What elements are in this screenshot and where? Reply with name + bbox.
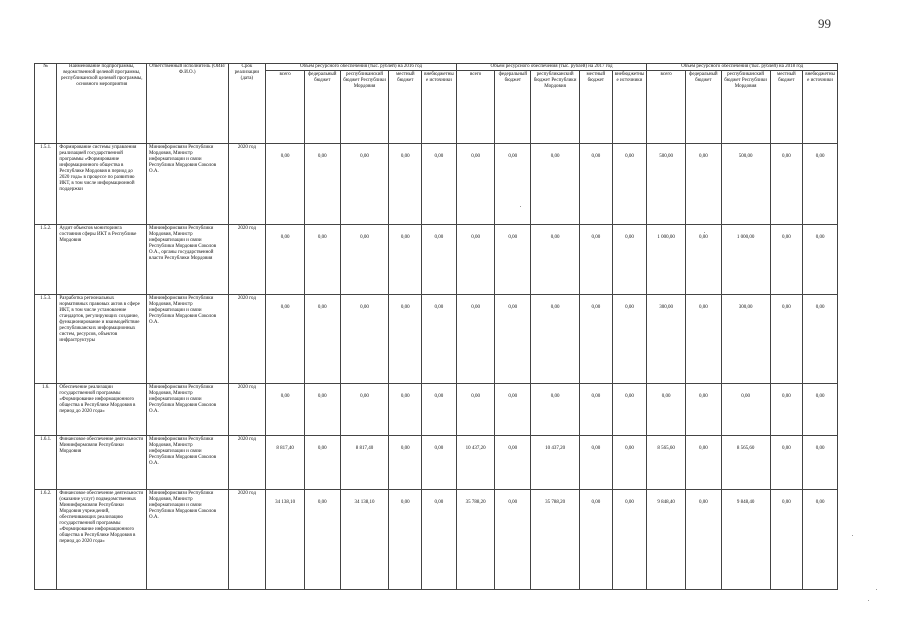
value-cell: 0,00 <box>456 384 495 436</box>
value-cell: 0,00 <box>580 144 613 225</box>
value-cell: 0,00 <box>612 436 647 490</box>
value-cell: 0,00 <box>495 490 531 590</box>
value-cell: 0,00 <box>304 144 340 225</box>
value-cell: 0,00 <box>803 144 838 225</box>
header-republican: республиканский бюджет Республики Мордовия <box>340 71 389 144</box>
header-local: местный бюджет <box>389 71 422 144</box>
row-name: Финансовое обеспечение деятельности (оказание услуг) подведомственных Мининформсвязи Республики Мордовия учреждений, обеспечивающих реализацию государственной программы «Формирование информационного общества в Республике Мордовия в период до 2020 года» <box>57 490 147 590</box>
table-row <box>35 225 838 295</box>
value-cell: 0,00 <box>340 295 389 384</box>
value-cell: 0,00 <box>456 144 495 225</box>
value-cell: 35 788,20 <box>531 490 580 590</box>
row-name: Финансовое обеспечение деятельности Мининформсвязи Республики Мордовия <box>57 436 147 490</box>
row-responsible: Мининформсвязи Республики Мордовия, Министр информатизации и связи Республики Мордовия Соколов О.А. <box>147 295 229 384</box>
value-cell: 0,00 <box>770 490 803 590</box>
value-cell: 0,00 <box>686 436 722 490</box>
scan-speck <box>868 600 869 601</box>
value-cell: 0,00 <box>770 436 803 490</box>
value-cell: 0,00 <box>266 225 305 295</box>
value-cell: 0,00 <box>770 295 803 384</box>
value-cell: 0,00 <box>456 295 495 384</box>
value-cell: 0,00 <box>580 490 613 590</box>
value-cell: 0,00 <box>686 225 722 295</box>
row-responsible: Мининформсвязи Республики Мордовия, Министр информатизации и связи Республики Мордовия Соколов О.А. <box>147 436 229 490</box>
value-cell: 34 138,10 <box>340 490 389 590</box>
value-cell: 0,00 <box>612 295 647 384</box>
value-cell: 0,00 <box>580 225 613 295</box>
value-cell: 0,00 <box>266 384 305 436</box>
value-cell: 0,00 <box>531 144 580 225</box>
value-cell: 0,00 <box>422 490 457 590</box>
header-republican: республиканский бюджет Республики Мордовия <box>721 71 770 144</box>
value-cell: 34 138,10 <box>266 490 305 590</box>
value-cell: 0,00 <box>612 144 647 225</box>
value-cell: 300,00 <box>721 295 770 384</box>
value-cell: 0,00 <box>803 490 838 590</box>
row-name: Обеспечение реализации государственной программы «Формирование информационного общества в Республике Мордовия в период до 2020 года» <box>57 384 147 436</box>
header-deadline: Срок реализации (дата) <box>228 64 266 144</box>
row-name: Разработка региональных нормативных правовых актов в сфере ИКТ, в том числе установление стандартов, регулирующих создание, функционирование и взаимодействие республиканских информационных систем, ресурсов, объектов инфраструктуры <box>57 295 147 384</box>
row-responsible: Мининформсвязи Республики Мордовия, Министр информатизации и связи Республики Мордовия Соколов О.А. <box>147 384 229 436</box>
value-cell: 8 817,40 <box>266 436 305 490</box>
value-cell: 0,00 <box>686 144 722 225</box>
value-cell: 0,00 <box>612 384 647 436</box>
table-row <box>35 384 838 436</box>
value-cell: 0,00 <box>340 144 389 225</box>
scan-speck <box>852 535 853 536</box>
value-cell: 0,00 <box>422 436 457 490</box>
scan-speck <box>876 589 877 590</box>
row-code: 1.6.2. <box>35 490 57 590</box>
value-cell: 8 565,60 <box>721 436 770 490</box>
value-cell: 0,00 <box>340 384 389 436</box>
header-republican: республиканский бюджет Республики Мордовия <box>531 71 580 144</box>
value-cell: 0,00 <box>304 436 340 490</box>
value-cell: 0,00 <box>389 384 422 436</box>
row-code: 1.5.1. <box>35 144 57 225</box>
header-group-2017: Объем ресурсного обеспечения (тыс. рублей) на 2017 год <box>456 64 647 71</box>
header-total: всего <box>456 71 495 144</box>
row-responsible: Мининформсвязи Республики Мордовия, Министр информатизации и связи Республики Мордовия Соколов О.А. <box>147 144 229 225</box>
header-responsible: Ответственный исполнитель (ОИВ/Ф.И.О.) <box>147 64 229 144</box>
value-cell: 0,00 <box>531 295 580 384</box>
value-cell: 10 437,20 <box>531 436 580 490</box>
value-cell: 9 848,40 <box>721 490 770 590</box>
page-number: 99 <box>818 16 831 31</box>
row-deadline: 2020 год <box>228 295 266 384</box>
value-cell: 0,00 <box>389 436 422 490</box>
value-cell: 8 565,60 <box>647 436 686 490</box>
row-name: Аудит объектов мониторинга состояния сферы ИКТ в Республике Мордовия <box>57 225 147 295</box>
header-federal: федеральный бюджет <box>304 71 340 144</box>
value-cell: 0,00 <box>495 384 531 436</box>
value-cell: 0,00 <box>304 490 340 590</box>
value-cell: 0,00 <box>495 144 531 225</box>
header-extrabudgetary: внебюджетные источники <box>803 71 838 144</box>
value-cell: 0,00 <box>580 384 613 436</box>
value-cell: 0,00 <box>422 144 457 225</box>
value-cell: 0,00 <box>686 295 722 384</box>
value-cell: 0,00 <box>495 295 531 384</box>
value-cell: 8 817,40 <box>340 436 389 490</box>
value-cell: 0,00 <box>803 384 838 436</box>
header-local: местный бюджет <box>770 71 803 144</box>
value-cell: 0,00 <box>803 225 838 295</box>
header-extrabudgetary: внебюджетные источники <box>422 71 457 144</box>
value-cell: 0,00 <box>770 384 803 436</box>
value-cell: 0,00 <box>686 384 722 436</box>
row-code: 1.5.3. <box>35 295 57 384</box>
value-cell: 0,00 <box>580 295 613 384</box>
value-cell: 0,00 <box>495 225 531 295</box>
value-cell: 0,00 <box>495 436 531 490</box>
value-cell: 1 000,00 <box>647 225 686 295</box>
value-cell: 0,00 <box>389 144 422 225</box>
row-code: 1.6. <box>35 384 57 436</box>
row-responsible: Мининформсвязи Республики Мордовия, Министр информатизации и связи Республики Мордовия Соколов О.А., органы государственной власти Республики Мордовия <box>147 225 229 295</box>
value-cell: 500,00 <box>721 144 770 225</box>
value-cell: 9 848,40 <box>647 490 686 590</box>
value-cell: 0,00 <box>389 295 422 384</box>
value-cell: 0,00 <box>266 144 305 225</box>
header-group-2016: Объем ресурсного обеспечения (тыс. рублей) на 2016 год <box>266 64 457 71</box>
scan-speck <box>704 232 705 233</box>
value-cell: 0,00 <box>304 384 340 436</box>
header-total: всего <box>647 71 686 144</box>
header-federal: федеральный бюджет <box>686 71 722 144</box>
value-cell: 0,00 <box>531 384 580 436</box>
row-deadline: 2020 год <box>228 225 266 295</box>
value-cell: 10 437,20 <box>456 436 495 490</box>
value-cell: 0,00 <box>389 225 422 295</box>
table-row <box>35 144 838 225</box>
value-cell: 0,00 <box>304 295 340 384</box>
table-row <box>35 436 838 490</box>
value-cell: 0,00 <box>612 490 647 590</box>
value-cell: 0,00 <box>580 436 613 490</box>
value-cell: 0,00 <box>266 295 305 384</box>
header-group-2018: Объем ресурсного обеспечения (тыс. рублей) на 2018 год <box>647 64 838 71</box>
value-cell: 0,00 <box>770 144 803 225</box>
value-cell: 0,00 <box>422 295 457 384</box>
header-row-groups <box>35 64 838 71</box>
value-cell: 0,00 <box>422 225 457 295</box>
value-cell: 500,00 <box>647 144 686 225</box>
value-cell: 0,00 <box>612 225 647 295</box>
scan-speck <box>520 206 521 207</box>
header-extrabudgetary: внебюджетные источники <box>612 71 647 144</box>
value-cell: 300,00 <box>647 295 686 384</box>
header-name: Наименование подпрограммы, ведомственной целевой программы, республиканской целевой программы, основного мероприятия <box>57 64 147 144</box>
value-cell: 0,00 <box>647 384 686 436</box>
row-code: 1.5.2. <box>35 225 57 295</box>
table-row <box>35 490 838 590</box>
value-cell: 0,00 <box>770 225 803 295</box>
budget-table <box>34 63 838 590</box>
value-cell: 0,00 <box>803 295 838 384</box>
value-cell: 0,00 <box>340 225 389 295</box>
row-deadline: 2020 год <box>228 490 266 590</box>
header-local: местный бюджет <box>580 71 613 144</box>
value-cell: 0,00 <box>721 384 770 436</box>
row-responsible: Мининформсвязи Республики Мордовия, Министр информатизации и связи Республики Мордовия Соколов О.А. <box>147 490 229 590</box>
value-cell: 0,00 <box>803 436 838 490</box>
value-cell: 0,00 <box>304 225 340 295</box>
header-num: № <box>35 64 57 144</box>
value-cell: 0,00 <box>422 384 457 436</box>
header-federal: федеральный бюджет <box>495 71 531 144</box>
header-total: всего <box>266 71 305 144</box>
row-deadline: 2020 год <box>228 384 266 436</box>
row-deadline: 2020 год <box>228 436 266 490</box>
value-cell: 35 788,20 <box>456 490 495 590</box>
row-name: Формирование системы управления реализацией государственной программы «Формирование информационного общества в Республике Мордовия в период до 2020 года» в процессе по развитию ИКТ, в том числе информационной поддержки <box>57 144 147 225</box>
value-cell: 0,00 <box>686 490 722 590</box>
value-cell: 1 000,00 <box>721 225 770 295</box>
table-row <box>35 295 838 384</box>
value-cell: 0,00 <box>531 225 580 295</box>
row-deadline: 2020 год <box>228 144 266 225</box>
value-cell: 0,00 <box>389 490 422 590</box>
value-cell: 0,00 <box>456 225 495 295</box>
row-code: 1.6.1. <box>35 436 57 490</box>
